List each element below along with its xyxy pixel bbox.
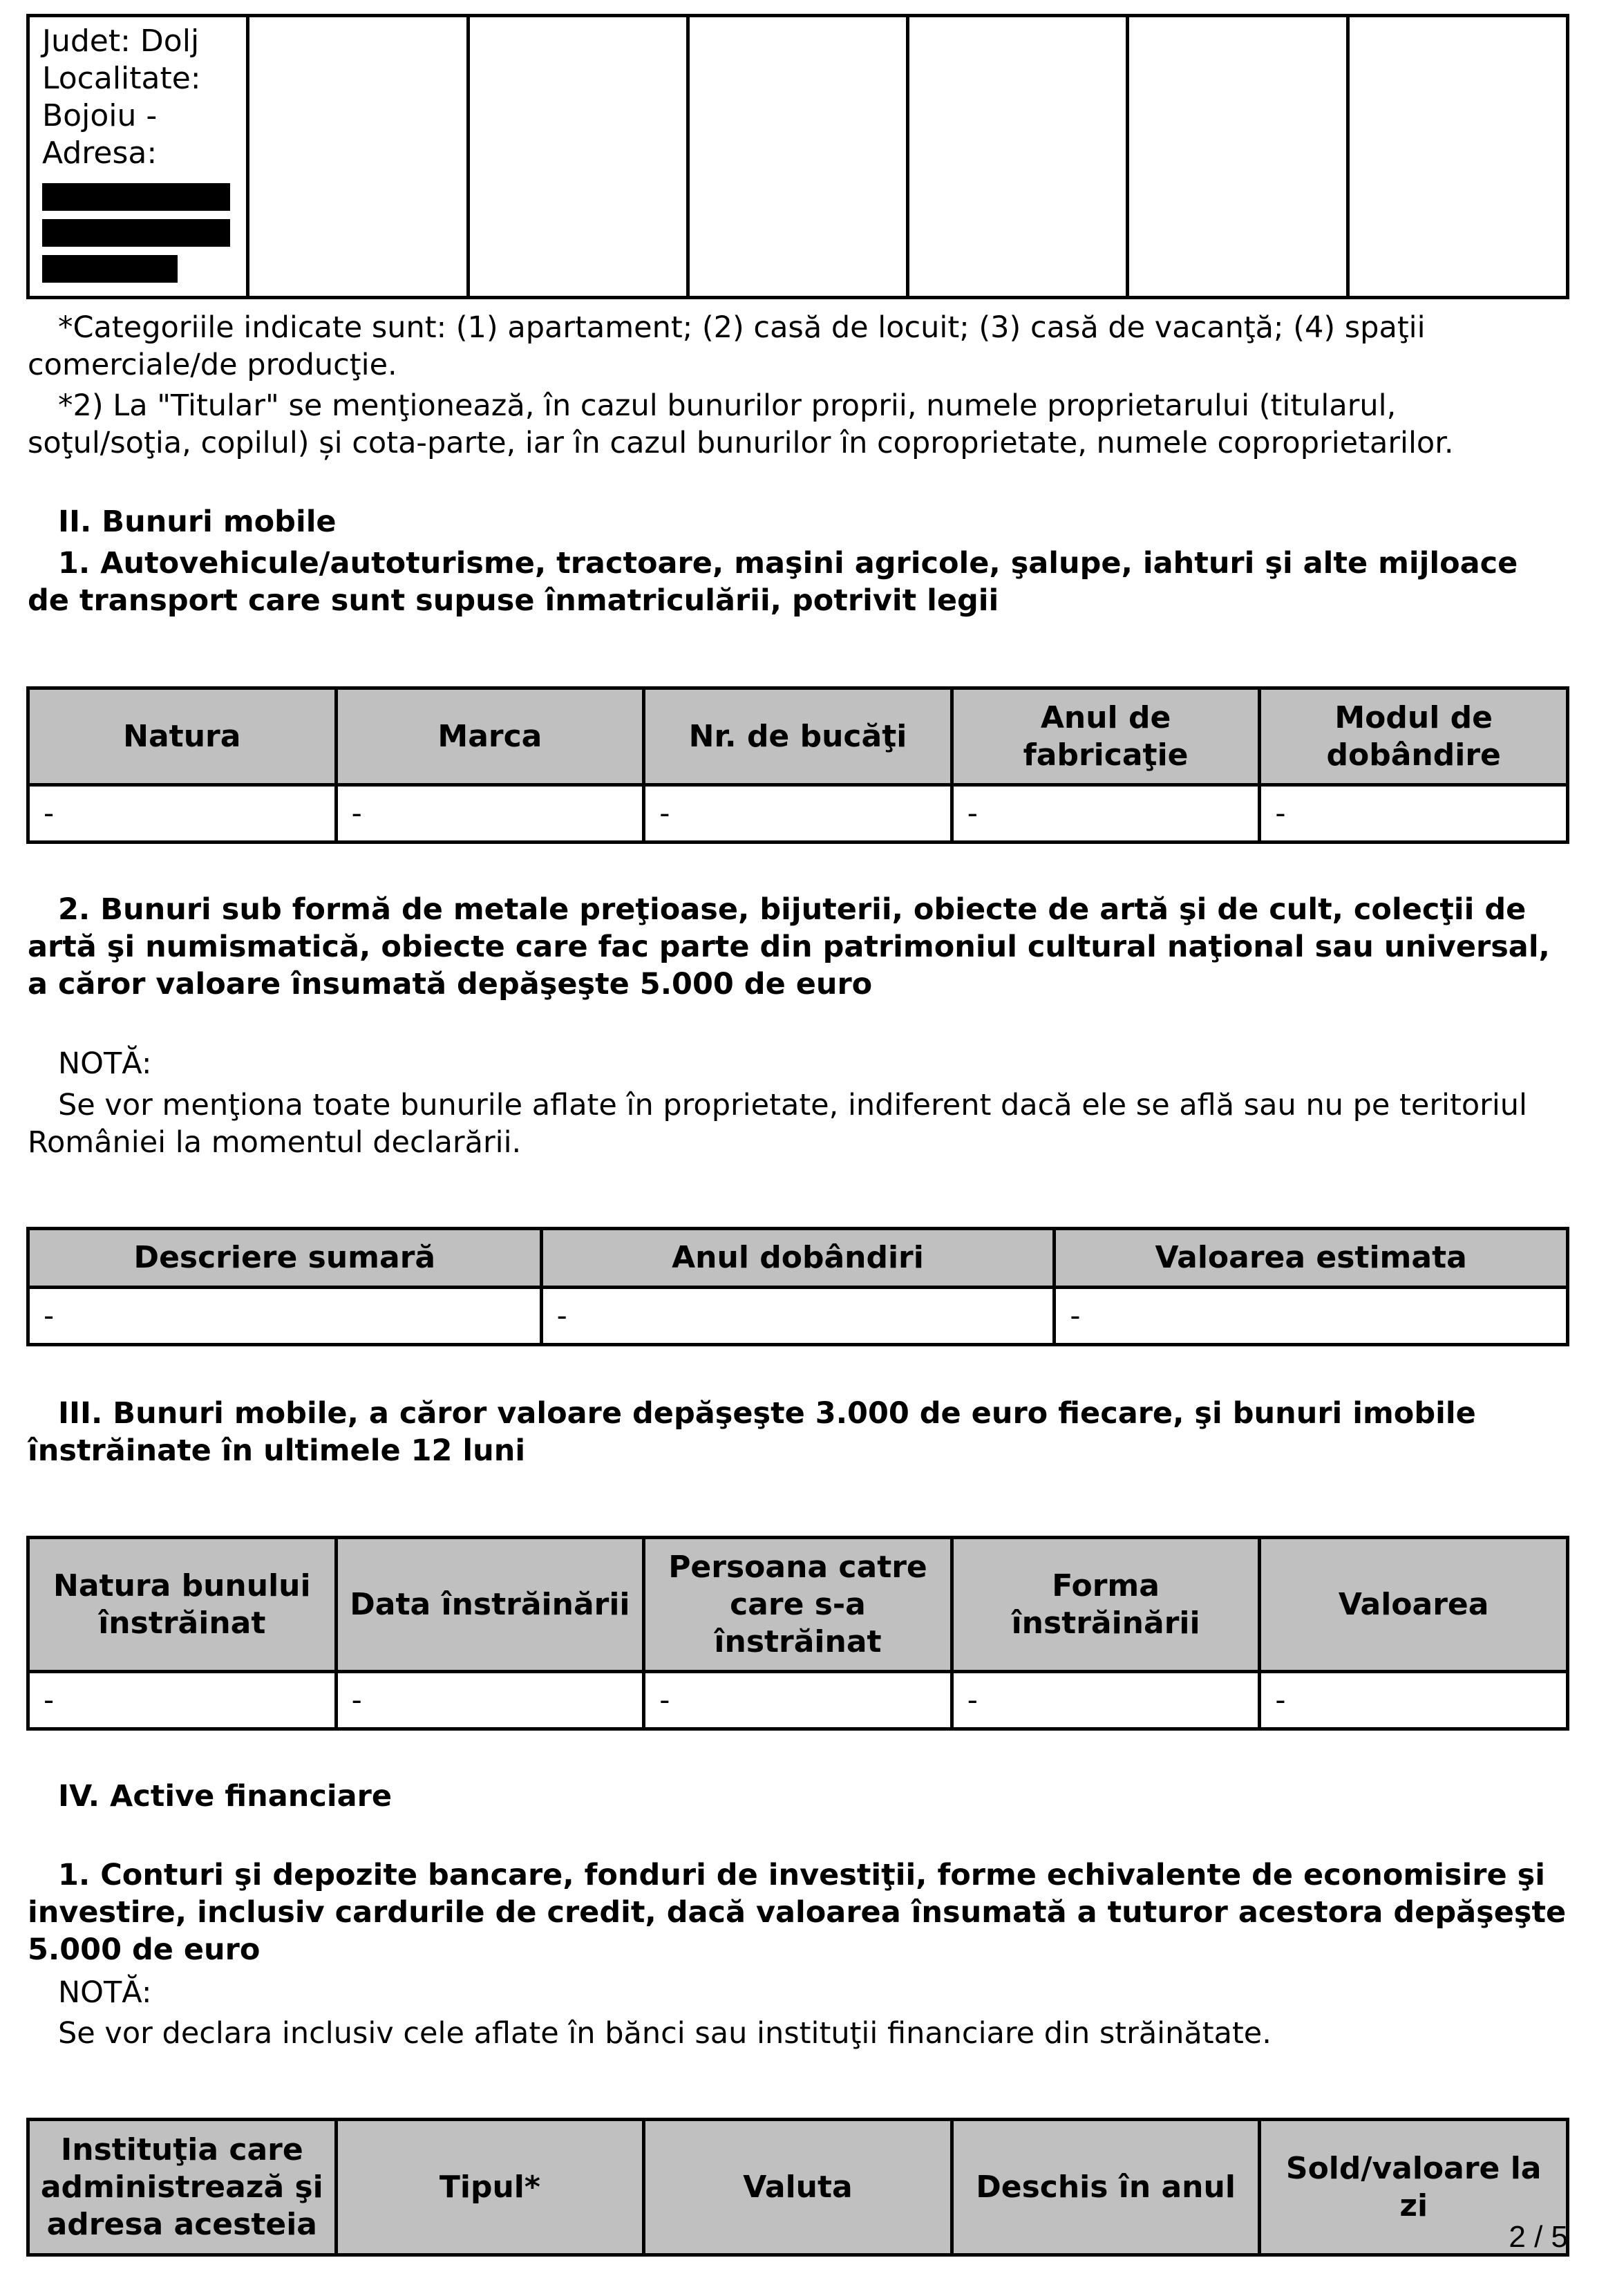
address-line: Localitate: xyxy=(42,61,201,96)
column-header: Marca xyxy=(336,688,644,785)
table-cell: - xyxy=(1055,1288,1568,1345)
subsection-heading: 1. Conturi şi depozite bancare, fonduri de investiţii, forme echivalente de economisire şi investire, inclusiv cardurile de credit, dacă valoarea însumată a tuturor acestora depăşeşte 5.000 de euro xyxy=(28,1858,1567,1967)
table-cell: - xyxy=(644,785,952,843)
address-line: Bojoiu - xyxy=(42,98,158,133)
nota-text: Se vor menţiona toate bunurile aflate în proprietate, indiferent dacă ele se află sau nu pe teritoriul României la momentul declarării. xyxy=(28,1088,1527,1160)
alienated-assets-table xyxy=(26,1536,1569,1731)
column-header: Valoarea xyxy=(1260,1538,1568,1672)
empty-cell xyxy=(688,16,907,298)
table-cell: - xyxy=(541,1288,1055,1345)
empty-cell xyxy=(908,16,1128,298)
empty-cell xyxy=(248,16,468,298)
table-cell: - xyxy=(644,1672,952,1729)
column-header: Instituţia care administrează şi adresa acesteia xyxy=(28,2120,337,2255)
section-heading: II. Bunuri mobile xyxy=(58,505,337,539)
table-cell: - xyxy=(28,1288,542,1345)
valuables-table xyxy=(26,1227,1569,1346)
subsection-heading: 1. Autovehicule/autoturisme, tractoare, maşini agricole, şalupe, iahturi şi alte mijloace de transport care sunt supuse înmatriculării, potrivit legii xyxy=(28,546,1518,618)
page-number: 2 / 5 xyxy=(1509,2220,1568,2254)
column-header: Tipul* xyxy=(336,2120,644,2255)
column-header: Persoana catre care s-a înstrăinat xyxy=(644,1538,952,1672)
subsection-heading: 2. Bunuri sub formă de metale preţioase, bijuterii, obiecte de artă şi de cult, colecţii de artă şi numismatică, obiecte care fac parte din patrimoniul cultural naţional sau universal, a căror valoare însumată depăşeşte 5.000 de euro xyxy=(28,892,1550,1001)
nota-label: NOTĂ: xyxy=(58,1975,152,2010)
table-cell: - xyxy=(952,1672,1260,1729)
empty-cell xyxy=(1348,16,1567,298)
nota-label: NOTĂ: xyxy=(58,1046,152,1081)
column-header: Modul de dobândire xyxy=(1260,688,1568,785)
address-line: Adresa: xyxy=(42,135,158,171)
redaction-bar xyxy=(42,255,178,283)
table-cell: - xyxy=(28,785,337,843)
column-header: Valoarea estimata xyxy=(1055,1229,1568,1288)
section-heading: IV. Active financiare xyxy=(58,1779,392,1814)
redaction-bar xyxy=(42,183,230,211)
table-cell: - xyxy=(28,1672,337,1729)
table-cell: - xyxy=(1260,1672,1568,1729)
vehicles-table xyxy=(26,686,1569,844)
column-header: Anul de fabricaţie xyxy=(952,688,1260,785)
address-cell xyxy=(28,16,248,298)
column-header: Forma înstrăinării xyxy=(952,1538,1260,1672)
titular-note: *2) La "Titular" se menţionează, în cazul bunurilor proprii, numele proprietarului (titularul, soţul/soţia, copilul) și cota-parte, iar în cazul bunurilor în coproprietate, numele coproprietarilor. xyxy=(28,388,1454,460)
column-header: Descriere sumară xyxy=(28,1229,542,1288)
redaction-bar xyxy=(42,219,230,247)
table-cell: - xyxy=(952,785,1260,843)
column-header: Data înstrăinării xyxy=(336,1538,644,1672)
column-header: Natura bunului înstrăinat xyxy=(28,1538,337,1672)
column-header: Nr. de bucăţi xyxy=(644,688,952,785)
column-header: Natura xyxy=(28,688,337,785)
nota-text: Se vor declara inclusiv cele aflate în bănci sau instituţii financiare din străinătate. xyxy=(58,2016,1272,2051)
empty-cell xyxy=(468,16,688,298)
table-cell: - xyxy=(336,1672,644,1729)
empty-cell xyxy=(1128,16,1348,298)
address-line: Judet: Dolj xyxy=(42,23,200,59)
column-header: Sold/valoare la zi xyxy=(1260,2120,1568,2255)
column-header: Anul dobândiri xyxy=(541,1229,1055,1288)
column-header: Deschis în anul xyxy=(952,2120,1260,2255)
real-estate-table-continuation xyxy=(26,14,1569,299)
section-heading: III. Bunuri mobile, a căror valoare depăşeşte 3.000 de euro fiecare, şi bunuri imobile înstrăinate în ultimele 12 luni xyxy=(28,1396,1476,1468)
bank-accounts-table xyxy=(26,2118,1569,2257)
column-header: Valuta xyxy=(644,2120,952,2255)
table-cell: - xyxy=(336,785,644,843)
table-cell: - xyxy=(1260,785,1568,843)
category-note: *Categoriile indicate sunt: (1) apartament; (2) casă de locuit; (3) casă de vacanţă; (4) spaţii comerciale/de producţie. xyxy=(28,310,1426,382)
